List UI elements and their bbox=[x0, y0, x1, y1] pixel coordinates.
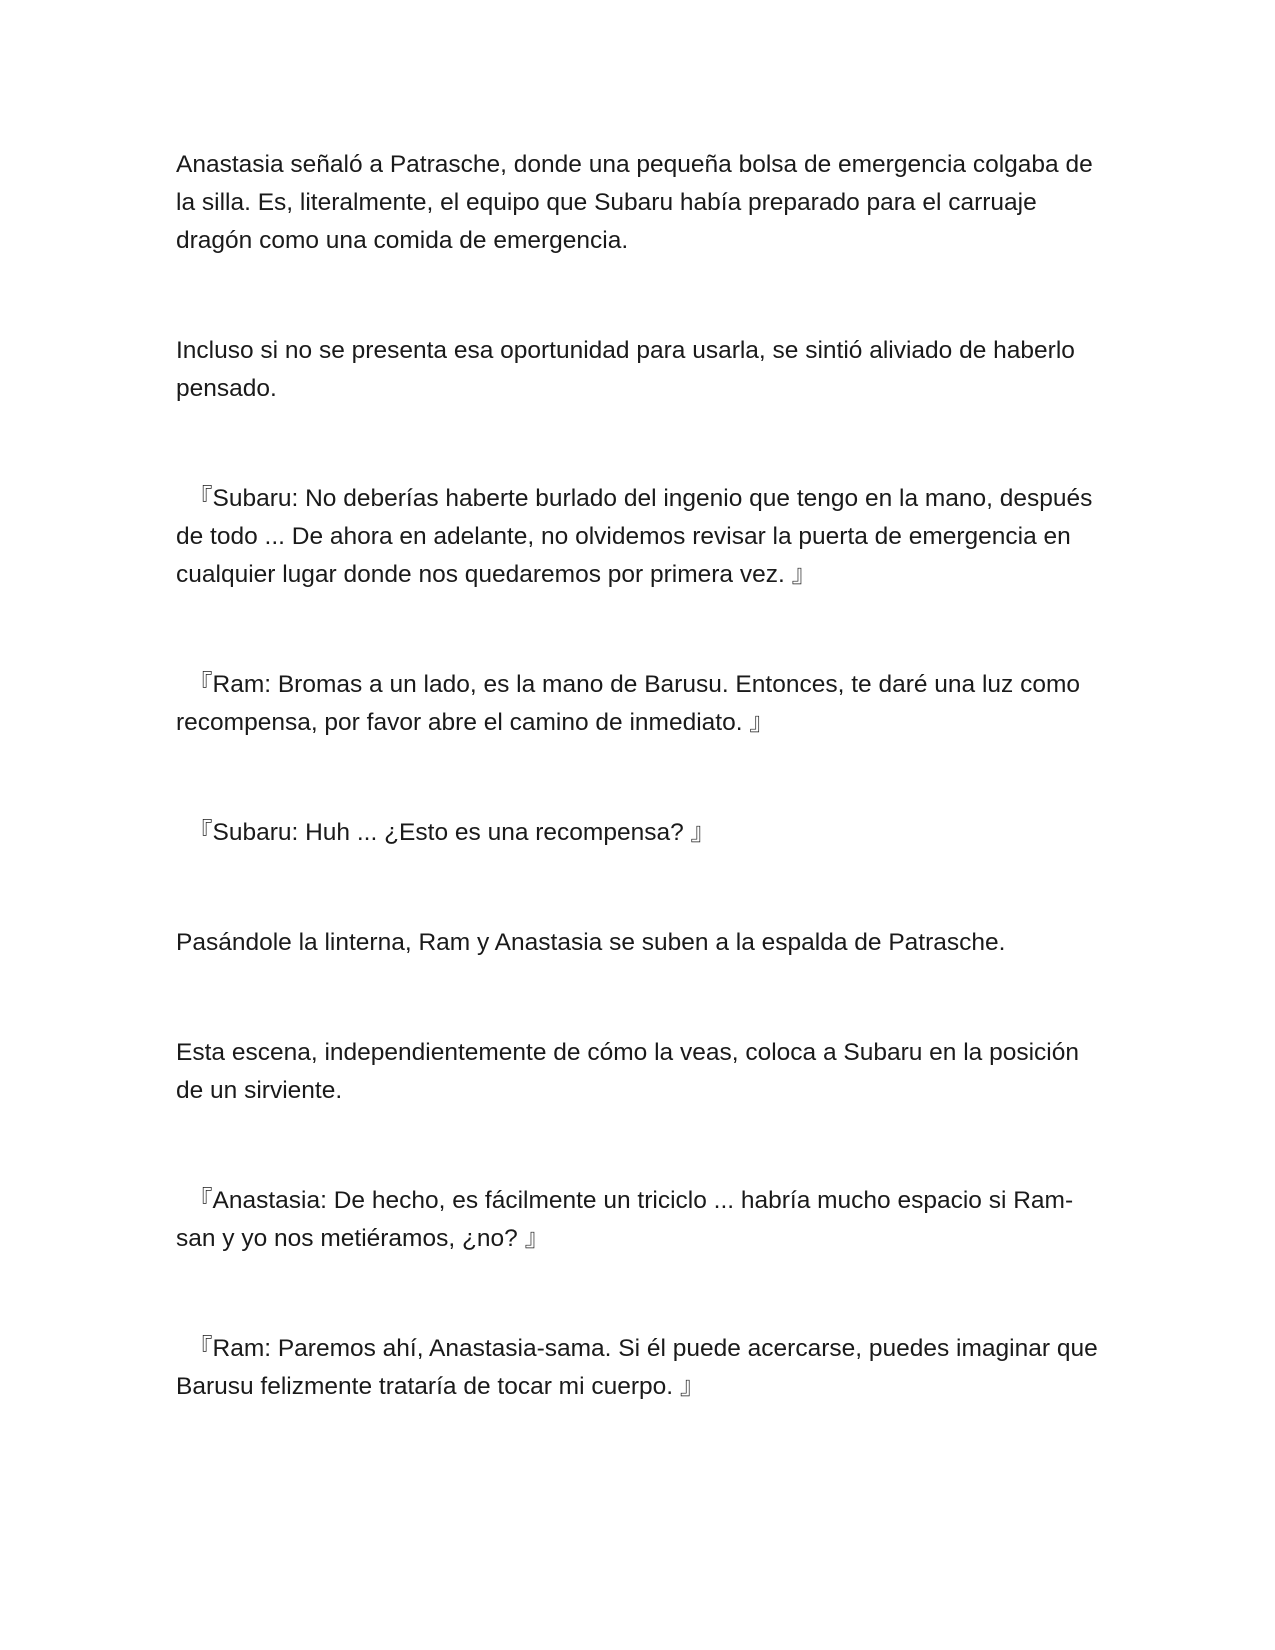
dialogue-paragraph: 『Subaru: No deberías haberte burlado del ingenio que tengo en la mano, después de todo ... De ahora en adelante, no olvidemos revisar la puerta de emergencia en cualquier lugar donde nos quedaremos por primera vez. 』 bbox=[176, 485, 1093, 588]
narration-paragraph: Anastasia señaló a Patrasche, donde una pequeña bolsa de emergencia colgaba de la silla. Es, literalmente, el equipo que Subaru había preparado para el carruaje dragón como una comida de emergencia. bbox=[176, 151, 1093, 254]
dialogue-paragraph: 『Ram: Bromas a un lado, es la mano de Barusu. Entonces, te daré una luz como recompensa, por favor abre el camino de inmediato. 』 bbox=[176, 671, 1081, 736]
narration-paragraph: Pasándole la linterna, Ram y Anastasia se suben a la espalda de Patrasche. bbox=[176, 929, 1006, 956]
dialogue-paragraph: 『Anastasia: De hecho, es fácilmente un triciclo ... habría mucho espacio si Ram-san y yo nos metiéramos, ¿no? 』 bbox=[176, 1187, 1074, 1252]
narration-paragraph: Incluso si no se presenta esa oportunidad para usarla, se sintió aliviado de haberlo pensado. bbox=[176, 337, 1075, 402]
narration-paragraph: Esta escena, independientemente de cómo la veas, coloca a Subaru en la posición de un sirviente. bbox=[176, 1039, 1080, 1104]
dialogue-paragraph: 『Ram: Paremos ahí, Anastasia-sama. Si él puede acercarse, puedes imaginar que Barusu felizmente trataría de tocar mi cuerpo. 』 bbox=[176, 1335, 1098, 1400]
dialogue-paragraph: 『Subaru: Huh ... ¿Esto es una recompensa? 』 bbox=[188, 819, 716, 846]
document-body bbox=[176, 146, 1106, 1406]
